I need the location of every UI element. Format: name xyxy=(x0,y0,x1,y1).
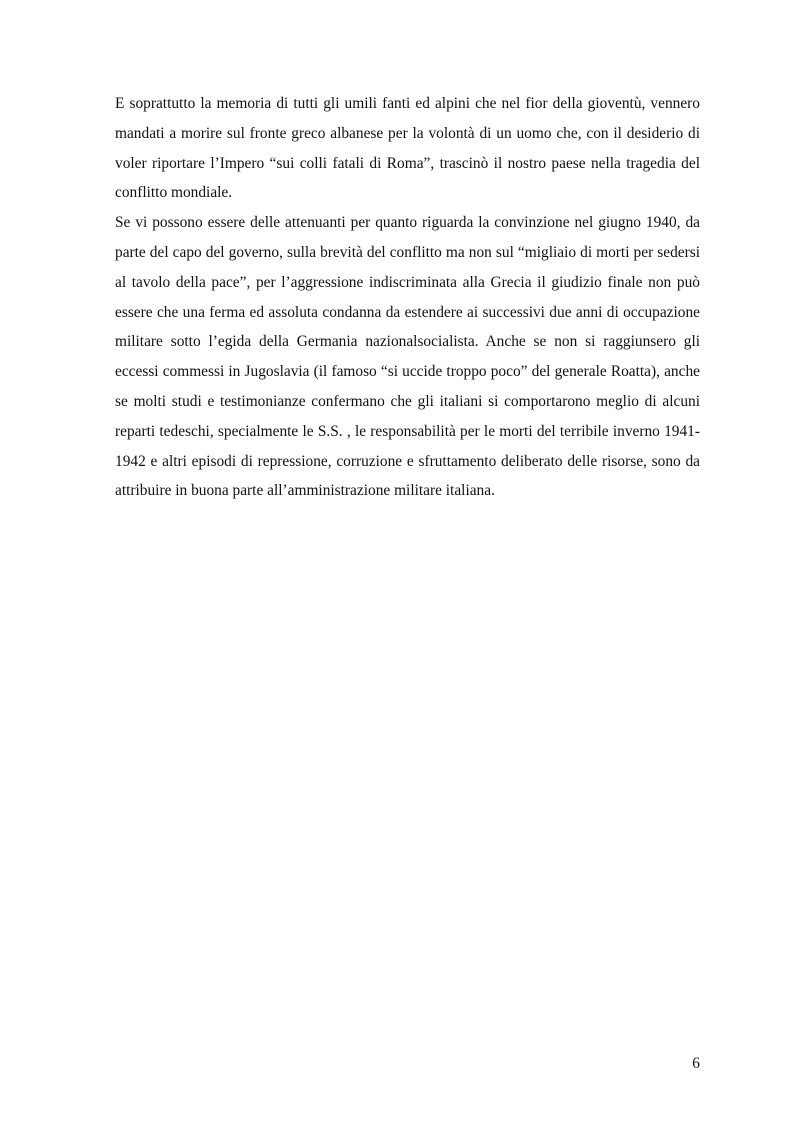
paragraph-2: Se vi possono essere delle attenuanti per quanto riguarda la convinzione nel giugno 1940, da parte del capo del governo, sulla brevità del conflitto ma non sul “migliaio di morti per sedersi al tavolo della pace”, per l’aggressione indiscriminata alla Grecia il giudizio finale non può essere che una ferma ed assoluta condanna da estendere ai successivi due anni di occupazione militare sotto l’egida della Germania nazionalsocialista. Anche se non si raggiunsero gli eccessi commessi in Jugoslavia (il famoso “si uccide troppo poco” del generale Roatta), anche se molti studi e testimonianze confermano che gli italiani si comportarono meglio di alcuni reparti tedeschi, specialmente le S.S. , le responsabilità per le morti del terribile inverno 1941-1942 e altri episodi di repressione, corruzione e sfruttamento deliberato delle risorse, sono da attribuire in buona parte all’amministrazione militare italiana. xyxy=(115,214,700,500)
page-number: 6 xyxy=(692,1055,700,1072)
page-body xyxy=(115,89,700,506)
paragraph-1: E soprattutto la memoria di tutti gli umili fanti ed alpini che nel fior della gioventù, vennero mandati a morire sul fronte greco albanese per la volontà di un uomo che, con il desiderio di voler riportare l’Impero “sui colli fatali di Roma”, trascinò il nostro paese nella tragedia del conflitto mondiale. xyxy=(115,95,700,202)
